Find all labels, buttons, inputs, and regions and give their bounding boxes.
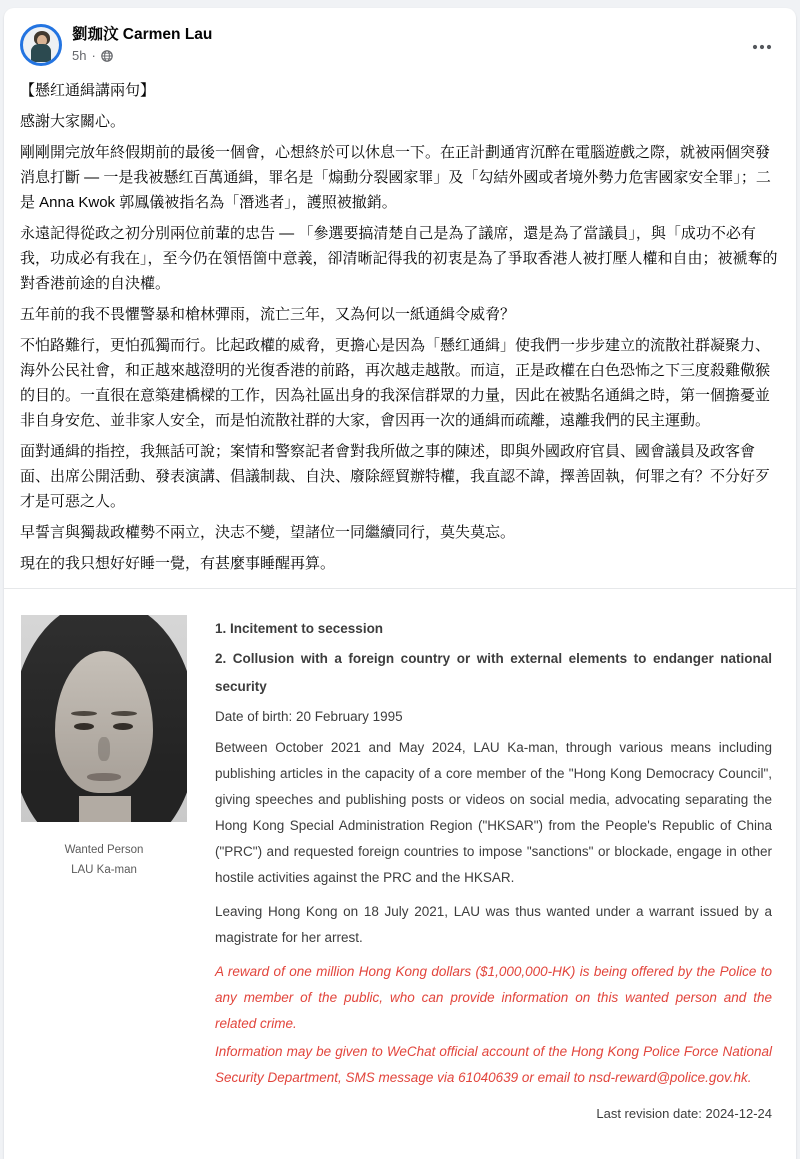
reward-paragraph: A reward of one million Hong Kong dollars ($1,000,000-HK) is being offered by the Police to any member of the public, who can provide information on this wanted person and the related crime. [215, 964, 772, 1031]
wanted-photo-column [21, 615, 187, 1123]
date-of-birth: Date of birth: 20 February 1995 [215, 709, 403, 724]
author-name[interactable]: 劉珈汶 Carmen Lau [72, 26, 213, 43]
photo-caption-line: LAU Ka-man [71, 864, 137, 876]
notice-text-column [215, 615, 784, 1123]
post-paragraph: 現在的我只想好好睡一覺，有甚麼事睡醒再算。 [20, 555, 336, 572]
avatar-body [31, 44, 51, 62]
post-paragraph: 感謝大家關心。 [20, 113, 126, 130]
more-options-button[interactable] [748, 34, 776, 60]
post-header [4, 8, 796, 70]
post-paragraph: 剛剛開完放年終假期前的最後一個會，心想終於可以休息一下。在正計劃通宵沉醉在電腦遊戲之際，就被兩個突發消息打斷 — 一是我被懸红百萬通緝，罪名是「煽動分裂國家罪」及「勾結外國或者境外勢力危害國家安全罪」；二是 Anna Kwok 郭鳳儀被指名為「潛逃者」，護照被撤銷。 [20, 144, 771, 211]
ellipsis-icon [752, 38, 772, 55]
charge-item: 1. Incitement to secession [215, 621, 384, 636]
charges-list [215, 615, 772, 701]
last-revision-date: Last revision date: 2024-12-24 [596, 1106, 772, 1121]
timestamp[interactable]: 5h [72, 48, 87, 63]
notice-paragraph: Leaving Hong Kong on 18 July 2021, LAU was thus wanted under a warrant issued by a magistrate for her arrest. [215, 904, 772, 945]
photo-eyebrow [71, 711, 97, 716]
wanted-notice-attachment[interactable] [4, 588, 796, 1123]
post-paragraph: 面對通緝的指控，我無話可說；案情和警察記者會對我所做之事的陳述，即與外國政府官員、國會議員及政客會面、出席公開活動、發表演講、倡議制裁、自決、廢除經貿辦特權，我直認不諱，擇善固執，何罪之有？不分好歹才是可惡之人。 [20, 443, 771, 510]
wanted-person-photo [21, 615, 187, 822]
photo-nose [98, 737, 110, 761]
post-paragraph: 早誓言與獨裁政權勢不兩立，決志不變，望諸位一同繼續同行，莫失莫忘。 [20, 524, 516, 541]
photo-eye [113, 723, 133, 730]
post-body [4, 70, 796, 576]
photo-eyebrow [111, 711, 137, 716]
post-meta [72, 48, 212, 63]
post-paragraph: 永遠記得從政之初分別兩位前輩的忠告 — 「參選要搞清楚自己是為了議席，還是為了當議員」，與「成功不必有我，功成必有我在」，至今仍在領悟箇中意義，卻清晰記得我的初衷是為了爭取香港人被打壓人權和自由；被褫奪的對香港前途的自決權。 [20, 225, 778, 292]
globe-icon [101, 50, 113, 62]
post-paragraph: 【懸红通緝講兩句】 [20, 82, 156, 99]
post-paragraph: 五年前的我不畏懼警暴和槍林彈雨，流亡三年，又為何以一紙通緝令威脅？ [20, 306, 516, 323]
photo-neck [79, 796, 131, 822]
avatar[interactable] [20, 24, 62, 66]
photo-caption [21, 840, 187, 880]
meta-separator: · [91, 48, 96, 63]
reward-contact-paragraph: Information may be given to WeChat official account of the Hong Kong Police Force National Security Department, SMS message via 61040639 or email to nsd-reward@police.gov.hk. [215, 1044, 772, 1085]
photo-lips [87, 773, 121, 781]
charge-item: 2. Collusion with a foreign country or with external elements to endanger national security [215, 651, 772, 694]
facebook-post-card [4, 8, 796, 1159]
notice-paragraph: Between October 2021 and May 2024, LAU Ka-man, through various means including publishing articles in the capacity of a core member of the "Hong Kong Democracy Council", giving speeches and publishing posts or videos on social media, advocating separating the Hong Kong Special Administration Region ("HKSAR") from the People's Republic of China ("PRC") and requested foreign countries to impose "sanctions" or blockade, engage in other hostile activities against the PRC and the HKSAR. [215, 740, 772, 885]
photo-caption-line: Wanted Person [64, 844, 144, 856]
photo-eye [74, 723, 94, 730]
header-text [72, 24, 212, 63]
post-paragraph: 不怕路難行，更怕孤獨而行。比起政權的威脅，更擔心是因為「懸红通緝」使我們一步步建立的流散社群凝聚力、海外公民社會，和正越來越澄明的光復香港的前路，再次越走越散。而這，正是政權在白色恐怖之下三度殺雞儆猴的目的。一直很在意築建橋樑的工作，因為社區出身的我深信群眾的力量，因此在被點名通緝之時，第一個擔憂並非自身安危、並非家人安全，而是怕流散社群的大家，會因再一次的通緝而疏離，遠離我們的民主運動。 [20, 337, 771, 429]
